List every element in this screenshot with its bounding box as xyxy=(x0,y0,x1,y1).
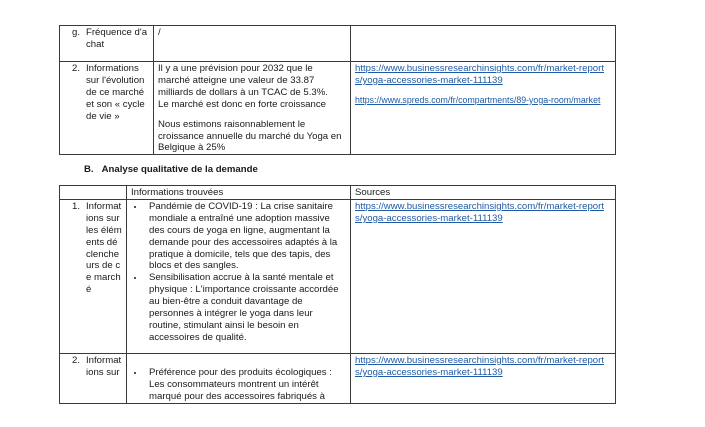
source-link[interactable]: https://www.businessresearchinsights.com/fr/market-reports/yoga-accessories-market-111139 xyxy=(355,354,604,378)
info-cell xyxy=(127,199,351,353)
column-header-sources: Sources xyxy=(351,186,616,200)
row-label: Fréquence d'achat xyxy=(86,27,148,50)
row-number: 2. xyxy=(71,63,80,74)
sources-cell xyxy=(351,62,616,155)
row-label: Informations sur xyxy=(86,354,122,378)
list-item: • Sensibilisation accrue à la santé mentale et physique : L'importance croissante accordée au bien-être a conduit davantage de personnes à intégrer le yoga dans leur routine, stimulant ainsi le besoin en accessoires de qualité. xyxy=(145,272,346,343)
list-item: • Préférence pour des produits écologiques : Les consommateurs montrent un intérêt marqué pour des accessoires fabriqués à xyxy=(145,367,346,403)
row-label: Informations sur les éléments déclencheurs de ce marché xyxy=(86,200,122,296)
sources-cell xyxy=(351,26,616,62)
source-link[interactable]: https://www.businessresearchinsights.com/fr/market-reports/yoga-accessories-market-111139 xyxy=(355,63,604,86)
forecast-text: Il y a une prévision pour 2032 que le marché atteigne une valeur de 33.87 milliards de dollars à un TCAC de 5.3%. xyxy=(158,63,328,98)
source-link[interactable]: https://www.spreds.com/fr/compartments/89-yoga-room/market xyxy=(355,94,601,105)
section-title: Analyse qualitative de la demande xyxy=(101,164,258,175)
growth-text: Le marché est donc en forte croissance xyxy=(158,98,326,110)
row-number: 2. xyxy=(71,354,80,366)
table-row xyxy=(60,199,616,353)
row-label: Informations sur l'évolution de ce marché et son « cycle de vie » xyxy=(86,63,145,122)
row-number: 1. xyxy=(71,200,80,212)
qualitative-demand-table xyxy=(59,185,616,404)
table-row xyxy=(60,62,616,155)
market-info-table xyxy=(59,25,616,155)
source-link[interactable]: https://www.businessresearchinsights.com/fr/market-reports/yoga-accessories-market-111139 xyxy=(355,200,604,224)
table-header-row xyxy=(60,186,616,200)
bullet-list xyxy=(131,367,346,403)
section-letter: B. xyxy=(84,164,94,175)
estimate-text: Nous estimons raisonnablement le croissance annuelle du marché du Yoga en Belgique à 25% xyxy=(158,118,342,154)
list-item: • Pandémie de COVID-19 : La crise sanitaire mondiale a entraîné une adoption massive des cours de yoga en ligne, augmentant la demande pour des accessoires adaptés à la pratique à domicile, tels que des tapis, des blocs et des sangles. xyxy=(145,201,346,272)
table-row xyxy=(60,353,616,403)
row-number: g. xyxy=(71,27,80,38)
info-cell: / xyxy=(154,26,351,62)
column-header-info: Informations trouvées xyxy=(127,186,351,200)
table-row xyxy=(60,26,616,62)
info-cell xyxy=(127,353,351,403)
bullet-list xyxy=(131,201,346,344)
section-heading xyxy=(84,164,258,175)
info-cell xyxy=(154,62,351,155)
sources-cell xyxy=(351,353,616,403)
sources-cell xyxy=(351,199,616,353)
